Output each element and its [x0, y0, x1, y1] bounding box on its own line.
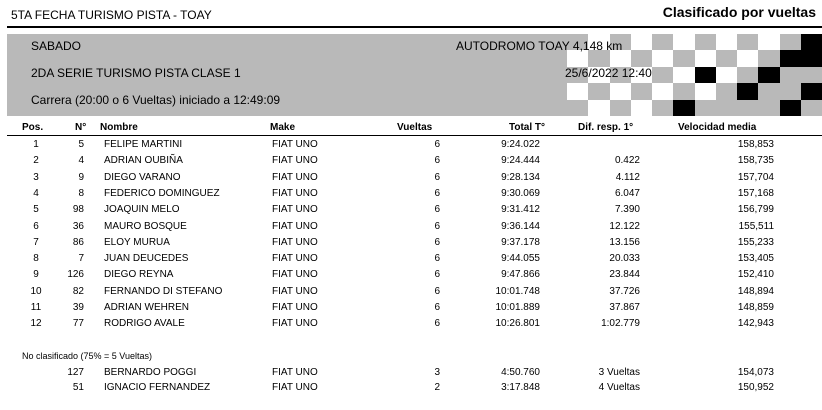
table-row: [0, 221, 822, 237]
result-position: 11: [30, 302, 42, 313]
average-speed: 154,073: [737, 367, 774, 378]
laps-count: 6: [434, 155, 440, 167]
average-speed: 157,704: [737, 171, 774, 183]
flag-square: [716, 67, 737, 83]
laps-count: 2: [434, 382, 440, 393]
flag-square: [801, 83, 822, 99]
flag-square: [780, 100, 801, 116]
column-header-gap: Dif. resp. 1°: [578, 122, 634, 133]
table-row: [0, 188, 822, 204]
car-number: 51: [72, 382, 84, 393]
laps-count: 6: [434, 269, 440, 281]
flag-square: [695, 67, 716, 83]
race-datetime: 25/6/2022 12:40: [565, 66, 652, 80]
driver-name: FELIPE MARTINI: [104, 139, 183, 150]
car-make: FIAT UNO: [272, 139, 318, 150]
car-number: 7: [78, 253, 84, 265]
car-make: FIAT UNO: [272, 253, 318, 265]
average-speed: 142,943: [737, 318, 774, 330]
car-make: FIAT UNO: [272, 269, 318, 281]
gap-to-leader: 13.156: [609, 236, 640, 248]
total-time: 9:24.022: [501, 139, 540, 150]
car-make: FIAT UNO: [272, 171, 318, 183]
car-number: 98: [72, 204, 84, 216]
flag-square: [801, 34, 822, 50]
table-row: [0, 237, 822, 253]
flag-square: [695, 50, 716, 66]
flag-square: [695, 83, 716, 99]
laps-count: 6: [434, 318, 440, 330]
flag-square: [652, 50, 673, 66]
column-header-pos: Pos.: [22, 122, 44, 133]
gap-to-leader: 37.726: [609, 285, 640, 297]
flag-square: [758, 67, 779, 83]
flag-square: [652, 83, 673, 99]
driver-name: ADRIAN WEHREN: [104, 302, 190, 313]
gap-to-leader: 12.122: [609, 220, 640, 232]
driver-name: DIEGO REYNA: [104, 269, 174, 281]
car-make: FIAT UNO: [272, 302, 318, 313]
average-speed: 148,859: [737, 302, 774, 313]
column-header-avg-speed: Velocidad media: [678, 122, 757, 133]
average-speed: 148,894: [737, 285, 774, 297]
gap-to-leader: 4.112: [615, 171, 640, 183]
gap-to-leader: 1:02.779: [601, 318, 640, 330]
gap-to-leader: 7.390: [614, 204, 640, 216]
column-header-laps: Vueltas: [397, 122, 433, 133]
average-speed: 157,168: [737, 187, 774, 199]
average-speed: 158,853: [737, 139, 774, 150]
driver-name: BERNARDO POGGI: [104, 367, 197, 378]
driver-name: FERNANDO DI STEFANO: [104, 285, 223, 297]
flag-square: [610, 83, 631, 99]
column-header-total-time: Total T°: [509, 122, 546, 133]
series-name: 2DA SERIE TURISMO PISTA CLASE 1: [31, 66, 241, 80]
result-position: 7: [33, 236, 39, 248]
gap-to-leader: 23.844: [609, 269, 640, 281]
car-make: FIAT UNO: [272, 285, 318, 297]
table-row: [0, 204, 822, 220]
total-time: 10:01.889: [495, 302, 540, 313]
laps-count: 6: [434, 204, 440, 216]
laps-count: 6: [434, 285, 440, 297]
car-number: 39: [72, 302, 84, 313]
driver-name: RODRIGO AVALE: [104, 318, 185, 330]
car-make: FIAT UNO: [272, 318, 318, 330]
car-make: FIAT UNO: [272, 236, 318, 248]
result-position: 10: [30, 285, 42, 297]
total-time: 10:26.801: [495, 318, 540, 330]
race-info-banner: [7, 34, 822, 116]
driver-name: ELOY MURUA: [104, 236, 170, 248]
result-position: 4: [33, 187, 39, 199]
car-make: FIAT UNO: [272, 204, 318, 216]
driver-name: JOAQUIN MELO: [104, 204, 180, 216]
car-number: 5: [78, 139, 84, 150]
driver-name: DIEGO VARANO: [104, 171, 181, 183]
car-number: 82: [72, 285, 84, 297]
gap-to-leader: 37.867: [609, 302, 640, 313]
gap-to-leader: 20.033: [609, 253, 640, 265]
driver-name: MAURO BOSQUE: [104, 220, 187, 232]
car-number: 77: [72, 318, 84, 330]
total-time: 9:36.144: [501, 220, 540, 232]
laps-count: 6: [434, 253, 440, 265]
total-time: 9:31.412: [501, 204, 540, 216]
car-number: 36: [72, 220, 84, 232]
driver-name: FEDERICO DOMINGUEZ: [104, 187, 220, 199]
column-header-name: Nombre: [100, 122, 138, 133]
car-make: FIAT UNO: [272, 155, 318, 167]
table-row: [0, 253, 822, 269]
table-row: [0, 139, 822, 155]
circuit-name: AUTODROMO TOAY 4,148 km: [456, 39, 623, 53]
flag-square: [801, 50, 822, 66]
result-position: 8: [33, 253, 39, 265]
column-header-make: Make: [270, 122, 296, 133]
flag-square: [631, 100, 652, 116]
flag-square: [673, 67, 694, 83]
result-position: 12: [30, 318, 42, 330]
driver-name: ADRIAN OUBIÑA: [104, 155, 183, 167]
car-make: FIAT UNO: [272, 220, 318, 232]
flag-square: [588, 100, 609, 116]
gap-to-leader: 4 Vueltas: [598, 382, 640, 393]
laps-count: 6: [434, 220, 440, 232]
average-speed: 155,511: [738, 220, 774, 232]
car-number: 127: [67, 367, 84, 378]
car-number: 4: [78, 155, 84, 167]
table-row: [0, 155, 822, 171]
car-make: FIAT UNO: [272, 187, 318, 199]
car-make: FIAT UNO: [272, 382, 318, 393]
total-time: 10:01.748: [495, 285, 540, 297]
average-speed: 158,735: [737, 155, 774, 167]
car-number: 8: [78, 187, 84, 199]
event-title: 5TA FECHA TURISMO PISTA - TOAY: [11, 8, 212, 22]
flag-square: [567, 83, 588, 99]
average-speed: 156,799: [737, 204, 774, 216]
laps-count: 6: [434, 302, 440, 313]
result-position: 3: [33, 171, 39, 183]
total-time: 3:17.848: [501, 382, 540, 393]
total-time: 9:44.055: [501, 253, 540, 265]
car-number: 9: [78, 171, 84, 183]
total-time: 9:37.178: [501, 236, 540, 248]
car-number: 86: [72, 236, 84, 248]
average-speed: 155,233: [737, 236, 774, 248]
total-time: 9:28.134: [501, 171, 540, 183]
average-speed: 153,405: [737, 253, 774, 265]
flag-square: [673, 100, 694, 116]
document-type-title: Clasificado por vueltas: [662, 4, 816, 20]
table-row: [0, 269, 822, 285]
driver-name: IGNACIO FERNANDEZ: [104, 382, 211, 393]
table-row: [0, 302, 822, 318]
table-row: [0, 172, 822, 188]
header-divider: [7, 135, 822, 136]
driver-name: JUAN DEUCEDES: [104, 253, 189, 265]
total-time: 4:50.760: [501, 367, 540, 378]
flag-square: [737, 50, 758, 66]
laps-count: 6: [434, 171, 440, 183]
gap-to-leader: 6.047: [614, 187, 640, 199]
average-speed: 150,952: [737, 382, 774, 393]
top-divider: [7, 26, 822, 28]
car-number: 126: [67, 269, 84, 281]
race-start-info: Carrera (20:00 o 6 Vueltas) iniciado a 12:49:09: [31, 93, 281, 107]
car-make: FIAT UNO: [272, 367, 318, 378]
race-day: SABADO: [31, 39, 82, 53]
gap-to-leader: 0.422: [614, 155, 640, 167]
laps-count: 6: [434, 187, 440, 199]
table-row: [0, 367, 822, 383]
table-row: [0, 286, 822, 302]
flag-square: [780, 50, 801, 66]
flag-square: [631, 34, 652, 50]
laps-count: 6: [434, 236, 440, 248]
laps-count: 6: [434, 139, 440, 150]
result-position: 5: [33, 204, 39, 216]
laps-count: 3: [434, 367, 440, 378]
result-position: 2: [33, 155, 39, 167]
flag-square: [758, 34, 779, 50]
table-row: [0, 318, 822, 334]
flag-square: [673, 34, 694, 50]
gap-to-leader: 3 Vueltas: [598, 367, 640, 378]
flag-square: [716, 34, 737, 50]
flag-square: [737, 83, 758, 99]
result-position: 6: [33, 220, 39, 232]
total-time: 9:30.069: [501, 187, 540, 199]
average-speed: 152,410: [737, 269, 774, 281]
table-row: [0, 382, 822, 398]
result-position: 9: [33, 269, 39, 281]
total-time: 9:24.444: [501, 155, 540, 167]
total-time: 9:47.866: [501, 269, 540, 281]
not-classified-label: No clasificado (75% = 5 Vueltas): [22, 351, 152, 361]
column-header-number: N°: [75, 122, 87, 133]
result-position: 1: [33, 139, 39, 150]
